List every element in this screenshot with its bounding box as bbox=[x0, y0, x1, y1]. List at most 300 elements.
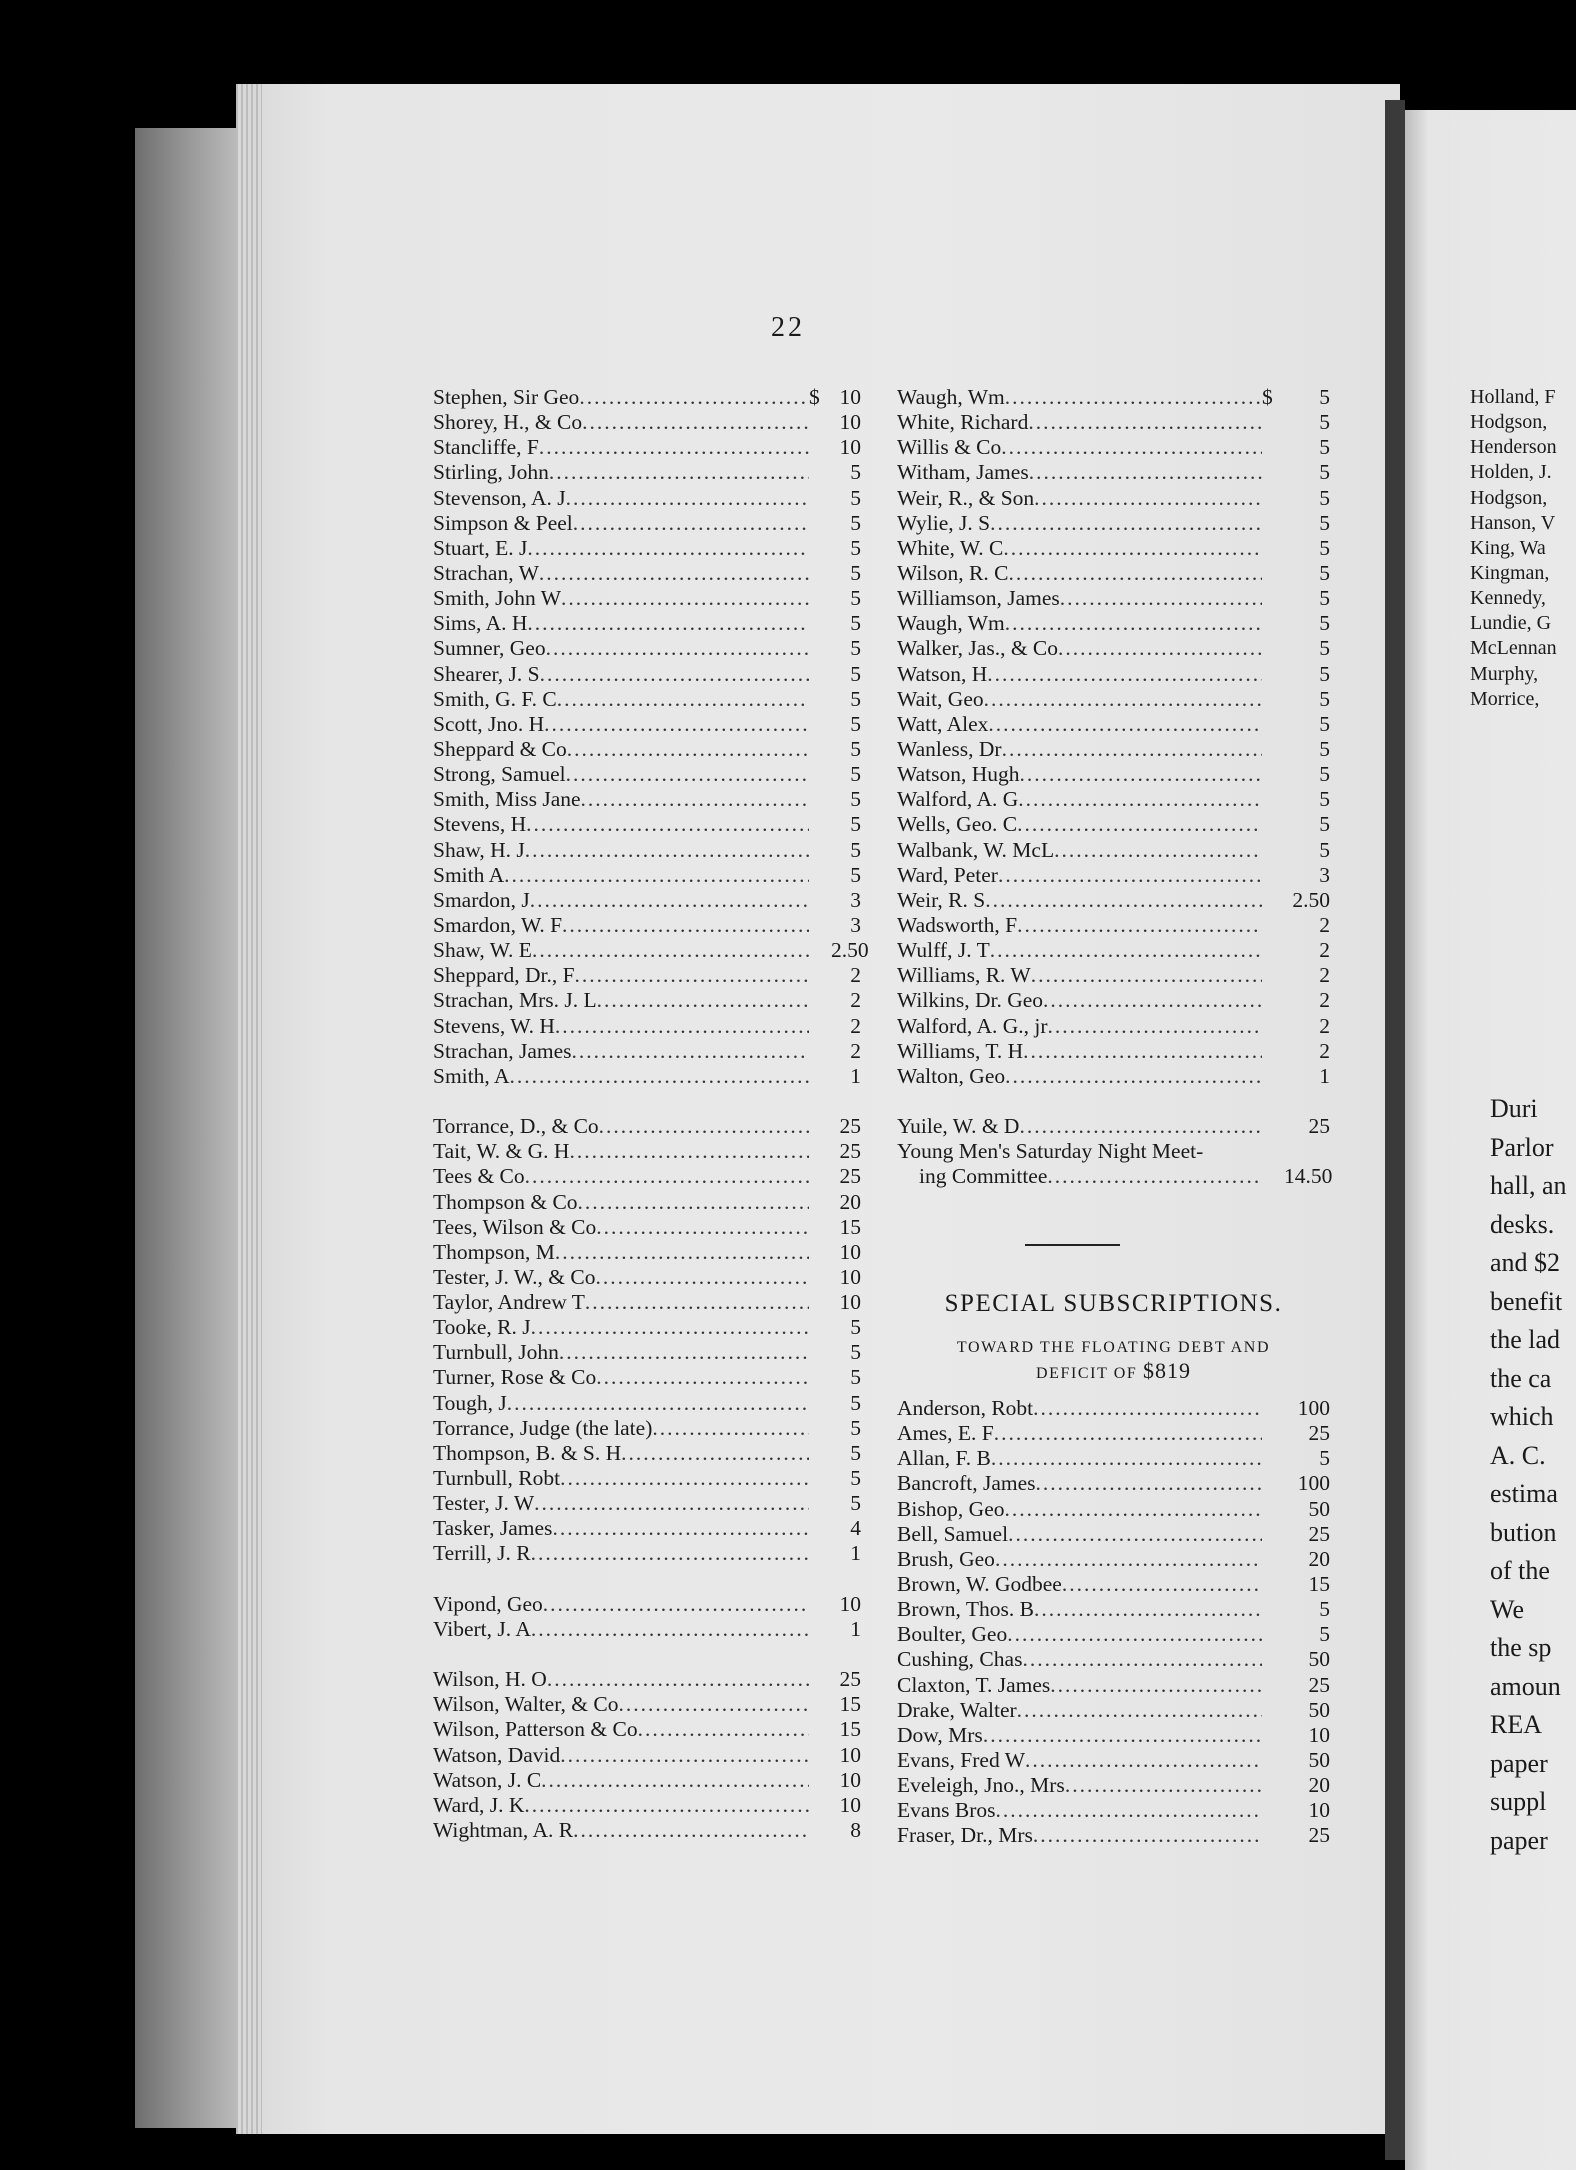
subscription-amount: 2 bbox=[1319, 963, 1330, 988]
subscriber-name: Bell, Samuel bbox=[897, 1521, 1009, 1546]
dot-leader bbox=[618, 1692, 809, 1717]
list-item bbox=[433, 636, 861, 661]
dot-leader bbox=[621, 1441, 809, 1466]
subscriber-name: Wilson, R. C bbox=[897, 560, 1009, 585]
subscriber-name: Tees, Wilson & Co bbox=[433, 1214, 597, 1239]
subscriber-name: Drake, Walter bbox=[897, 1697, 1017, 1722]
facing-page-name: Henderson bbox=[1470, 436, 1557, 459]
dot-leader bbox=[566, 762, 809, 787]
subscriber-name: Stevens, W. H bbox=[433, 1013, 555, 1038]
subscription-amount: 25 bbox=[1308, 1521, 1330, 1546]
list-item bbox=[433, 988, 861, 1013]
list-item bbox=[897, 1673, 1330, 1698]
dot-leader bbox=[527, 611, 809, 636]
facing-page-name: Hanson, V bbox=[1470, 511, 1556, 534]
subscriber-name: Wilson, Walter, & Co bbox=[433, 1692, 619, 1717]
subscription-amount: 5 bbox=[1319, 410, 1330, 435]
subscriber-name: Allan, F. B bbox=[897, 1446, 991, 1471]
subscriber-name: Tasker, James bbox=[433, 1516, 553, 1541]
dot-leader bbox=[1031, 963, 1262, 988]
subscription-amount: 10 bbox=[839, 385, 861, 409]
list-item bbox=[433, 1466, 861, 1491]
subscriber-name: ing Committee bbox=[919, 1164, 1048, 1189]
facing-page-line: and $2 bbox=[1490, 1248, 1561, 1277]
facing-page-line: the sp bbox=[1490, 1633, 1552, 1662]
facing-page-line: REA bbox=[1490, 1710, 1542, 1739]
facing-page-name: Holland, F bbox=[1470, 386, 1556, 408]
dot-leader bbox=[1033, 1396, 1262, 1421]
subscription-amount: 5 bbox=[1319, 485, 1330, 510]
subscriber-name: Smith A bbox=[433, 862, 505, 887]
facing-page-line: bution bbox=[1490, 1517, 1557, 1547]
list-item bbox=[433, 1441, 861, 1466]
subscriber-name: Shearer, J. S bbox=[433, 661, 540, 686]
subscription-amount: 5 bbox=[850, 711, 861, 736]
dot-leader bbox=[578, 1190, 809, 1215]
list-item bbox=[897, 536, 1330, 561]
subscription-amount: 10 bbox=[839, 1264, 861, 1289]
list-item bbox=[433, 1516, 861, 1541]
dot-leader bbox=[549, 460, 809, 485]
subscriber-name: Turnbull, Robt bbox=[433, 1466, 561, 1491]
list-item bbox=[897, 1014, 1330, 1039]
facing-page-name: Hodgson, bbox=[1470, 411, 1548, 434]
facing-page-line: amoun bbox=[1490, 1671, 1561, 1701]
facing-page-line: Duri bbox=[1490, 1094, 1538, 1123]
subscription-amount: 2 bbox=[1319, 1013, 1330, 1038]
list-item bbox=[897, 385, 1330, 410]
facing-page-line: A. C. bbox=[1490, 1440, 1546, 1470]
list-item bbox=[433, 1215, 861, 1240]
dot-leader bbox=[562, 913, 809, 938]
subscriber-name: Sheppard & Co bbox=[433, 736, 567, 761]
subscription-amount: 15 bbox=[839, 1692, 861, 1717]
subscriber-name: Cushing, Chas bbox=[897, 1647, 1023, 1672]
dot-leader bbox=[524, 1793, 809, 1818]
dot-leader bbox=[504, 863, 809, 888]
list-item bbox=[433, 1014, 861, 1039]
subscription-amount: 5 bbox=[850, 661, 861, 686]
dot-leader bbox=[1017, 1698, 1262, 1723]
subscriber-name: Vibert, J. A bbox=[433, 1616, 531, 1641]
facing-page-line: We bbox=[1490, 1594, 1524, 1624]
subscription-amount: 25 bbox=[1308, 1672, 1330, 1697]
subscription-amount: 5 bbox=[1319, 711, 1330, 736]
dot-leader bbox=[1029, 460, 1262, 485]
subscriber-name: Brown, Thos. B bbox=[897, 1597, 1034, 1622]
list-item bbox=[433, 838, 861, 863]
subscriber-name: Brush, Geo bbox=[897, 1546, 995, 1571]
subscription-amount: 5 bbox=[850, 1440, 861, 1465]
list-item bbox=[897, 1698, 1330, 1723]
subscription-amount: 15 bbox=[1308, 1571, 1330, 1596]
subscription-amount: 5 bbox=[850, 762, 861, 787]
dot-leader bbox=[1018, 787, 1262, 812]
subscriber-list-right bbox=[897, 385, 1333, 1190]
list-item bbox=[897, 1114, 1330, 1139]
subscriber-name: Willis & Co bbox=[897, 435, 1002, 460]
list-item bbox=[897, 1798, 1330, 1823]
currency-symbol: $ bbox=[809, 385, 820, 409]
list-item bbox=[433, 1114, 861, 1139]
subscriber-name: Walford, A. G bbox=[897, 787, 1019, 812]
subscription-amount: 5 bbox=[850, 636, 861, 661]
list-item bbox=[897, 486, 1330, 511]
subscription-amount: 5 bbox=[850, 1340, 861, 1365]
list-item bbox=[433, 435, 861, 460]
subscription-amount: 5 bbox=[1319, 560, 1330, 585]
dot-leader bbox=[566, 486, 809, 511]
dot-leader bbox=[1008, 1522, 1262, 1547]
subscriber-name: Williams, T. H bbox=[897, 1038, 1024, 1063]
list-item bbox=[433, 662, 861, 687]
list-item bbox=[433, 687, 861, 712]
dot-leader bbox=[575, 963, 809, 988]
facing-page-line: Parlor bbox=[1490, 1132, 1554, 1162]
dot-leader bbox=[531, 1541, 809, 1566]
subscriber-name: Strachan, James bbox=[433, 1038, 572, 1063]
subscription-amount: 10 bbox=[839, 435, 861, 460]
list-item bbox=[897, 1497, 1330, 1522]
subscription-amount: 10 bbox=[839, 1767, 861, 1792]
dot-leader bbox=[1019, 1114, 1262, 1139]
dot-leader bbox=[555, 1014, 809, 1039]
subscriber-name: Eveleigh, Jno., Mrs bbox=[897, 1773, 1065, 1798]
dot-leader bbox=[1060, 586, 1262, 611]
list-item bbox=[433, 1541, 861, 1566]
subscription-amount: 25 bbox=[839, 1114, 861, 1139]
dot-leader bbox=[1019, 762, 1262, 787]
dot-leader bbox=[1062, 1572, 1262, 1597]
subscriber-name: Wulff, J. T bbox=[897, 938, 990, 963]
list-item bbox=[433, 1290, 861, 1315]
list-item bbox=[897, 1471, 1330, 1496]
list-item bbox=[433, 1416, 861, 1441]
book-gutter bbox=[1385, 100, 1405, 2160]
dot-leader bbox=[1008, 561, 1262, 586]
list-item bbox=[897, 812, 1330, 837]
dot-leader bbox=[1065, 1773, 1262, 1798]
dot-leader bbox=[988, 712, 1262, 737]
list-item bbox=[897, 586, 1330, 611]
subscription-amount: 5 bbox=[850, 1466, 861, 1491]
list-item bbox=[433, 737, 861, 762]
dot-leader bbox=[1054, 838, 1262, 863]
subscription-amount: 10 bbox=[839, 1239, 861, 1264]
list-item bbox=[897, 1446, 1330, 1471]
subscriber-name: Smith, G. F. C bbox=[433, 686, 557, 711]
list-item bbox=[897, 1773, 1330, 1798]
list-item bbox=[897, 1139, 1330, 1164]
list-item bbox=[897, 1421, 1330, 1446]
subscription-amount: 2 bbox=[1319, 988, 1330, 1013]
list-item bbox=[897, 1396, 1330, 1421]
subscription-amount: 5 bbox=[1319, 762, 1330, 787]
subscription-amount: 20 bbox=[1308, 1773, 1330, 1798]
list-gap bbox=[433, 1642, 861, 1667]
subscription-amount: 5 bbox=[850, 787, 861, 812]
subscriber-name: Walton, Geo bbox=[897, 1063, 1006, 1088]
subscription-amount: 2 bbox=[850, 1038, 861, 1063]
subscriber-name: Evans Bros bbox=[897, 1798, 996, 1823]
special-subscriptions-list bbox=[897, 1396, 1330, 1849]
subscription-amount: 5 bbox=[1319, 837, 1330, 862]
subscriber-name: Turner, Rose & Co bbox=[433, 1365, 597, 1390]
subscription-amount: 5 bbox=[850, 1390, 861, 1415]
subscriber-name: Watson, Hugh bbox=[897, 762, 1020, 787]
subscription-amount: 5 bbox=[1319, 385, 1330, 409]
page-number: 22 bbox=[771, 312, 805, 343]
dot-leader bbox=[569, 1139, 809, 1164]
dot-leader bbox=[1005, 1497, 1263, 1522]
facing-page-line: paper bbox=[1490, 1748, 1548, 1778]
list-item bbox=[897, 1748, 1330, 1773]
facing-page-line: the ca bbox=[1490, 1363, 1552, 1393]
list-item bbox=[433, 1391, 861, 1416]
dot-leader bbox=[544, 712, 809, 737]
dot-leader bbox=[596, 1365, 809, 1390]
facing-page-line: the lad bbox=[1490, 1325, 1561, 1354]
facing-page-name: McLennan bbox=[1470, 637, 1557, 660]
subscription-amount: 15 bbox=[839, 1214, 861, 1239]
subscription-amount: 10 bbox=[839, 1290, 861, 1315]
subscription-amount: 5 bbox=[1319, 1622, 1330, 1647]
list-item bbox=[897, 712, 1330, 737]
dot-leader bbox=[1005, 1064, 1262, 1089]
subscriber-name: Tester, J. W bbox=[433, 1491, 535, 1516]
special-subscriptions-subheading bbox=[897, 1336, 1330, 1385]
list-item bbox=[433, 963, 861, 988]
subscriber-name: Dow, Mrs bbox=[897, 1722, 983, 1747]
dot-leader bbox=[1043, 988, 1262, 1013]
dot-leader bbox=[555, 1240, 809, 1265]
subscriber-name: Watson, David bbox=[433, 1742, 561, 1767]
subscription-amount: 10 bbox=[839, 1792, 861, 1817]
subscriber-name: Strachan, W bbox=[433, 560, 539, 585]
subscriber-name: Stancliffe, F bbox=[433, 435, 539, 460]
dot-leader bbox=[638, 1717, 809, 1742]
page-stack-edge bbox=[236, 84, 262, 2134]
subscriber-name: White, Richard bbox=[897, 410, 1029, 435]
list-item bbox=[433, 1692, 861, 1717]
subscriber-name: Wylie, J. S bbox=[897, 510, 991, 535]
subscription-amount: 5 bbox=[1319, 510, 1330, 535]
subscriber-name: Stirling, John bbox=[433, 460, 549, 485]
subscriber-name: Witham, James bbox=[897, 460, 1029, 485]
dot-leader bbox=[527, 536, 809, 561]
dot-leader bbox=[596, 1215, 809, 1240]
dot-leader bbox=[996, 1798, 1262, 1823]
list-item bbox=[433, 536, 861, 561]
subscriber-name: Claxton, T. James bbox=[897, 1672, 1051, 1697]
subscriber-name: Brown, W. Godbee bbox=[897, 1571, 1062, 1596]
dot-leader bbox=[1005, 385, 1262, 410]
list-item bbox=[433, 1491, 861, 1516]
subscription-amount: 5 bbox=[1319, 1597, 1330, 1622]
list-item bbox=[897, 511, 1330, 536]
dot-leader bbox=[525, 1164, 809, 1189]
subscription-amount: 1 bbox=[850, 1541, 861, 1566]
list-item bbox=[897, 963, 1330, 988]
dot-leader bbox=[1017, 913, 1262, 938]
subscriber-name: Strachan, Mrs. J. L bbox=[433, 988, 597, 1013]
list-item bbox=[433, 1064, 861, 1089]
facing-page-name: Lundie, G bbox=[1470, 612, 1552, 635]
subscription-amount: 50 bbox=[1308, 1697, 1330, 1722]
list-item bbox=[897, 787, 1330, 812]
subscription-amount: 100 bbox=[1297, 1471, 1330, 1496]
facing-page-name: King, Wa bbox=[1470, 536, 1546, 559]
facing-page-line: which bbox=[1490, 1402, 1554, 1431]
list-item bbox=[433, 385, 861, 410]
dot-leader bbox=[582, 410, 809, 435]
subscription-amount: 5 bbox=[1319, 1446, 1330, 1471]
subscriber-name: Torrance, D., & Co bbox=[433, 1114, 599, 1139]
facing-page-names bbox=[1470, 385, 1557, 712]
list-item bbox=[433, 913, 861, 938]
subscription-amount: 5 bbox=[850, 686, 861, 711]
subscription-amount: 5 bbox=[850, 837, 861, 862]
subscriber-name: Young Men's Saturday Night Meet- bbox=[897, 1139, 1204, 1164]
subscription-amount: 5 bbox=[850, 812, 861, 837]
subscriber-name: Fraser, Dr., Mrs bbox=[897, 1823, 1033, 1848]
list-item bbox=[433, 1340, 861, 1365]
subscription-amount: 5 bbox=[850, 586, 861, 611]
dot-leader bbox=[985, 888, 1262, 913]
list-item bbox=[433, 1365, 861, 1390]
subscriber-name: Shaw, W. E bbox=[433, 938, 532, 963]
subscriber-name: Weir, R. S bbox=[897, 887, 986, 912]
dot-leader bbox=[539, 561, 809, 586]
facing-page-name: Kennedy, bbox=[1470, 587, 1546, 610]
list-item bbox=[433, 1617, 861, 1642]
subscriber-name: Tait, W. & G. H bbox=[433, 1139, 570, 1164]
list-item bbox=[897, 988, 1330, 1013]
facing-page-line: estima bbox=[1490, 1479, 1558, 1508]
dot-leader bbox=[1034, 486, 1262, 511]
subscription-amount: 5 bbox=[1319, 686, 1330, 711]
subscription-amount: 25 bbox=[839, 1139, 861, 1164]
dot-leader bbox=[990, 511, 1262, 536]
subscriber-list-left bbox=[433, 385, 869, 1843]
facing-page-paragraph bbox=[1490, 1090, 1567, 1860]
list-item bbox=[433, 611, 861, 636]
subscription-amount: 2.50 bbox=[831, 938, 869, 963]
list-item bbox=[433, 486, 861, 511]
dot-leader bbox=[532, 938, 809, 963]
subscriber-name: Thompson, B. & S. H bbox=[433, 1440, 622, 1465]
subscriber-name: Strong, Samuel bbox=[433, 762, 566, 787]
subscription-amount: 50 bbox=[1308, 1647, 1330, 1672]
subscription-amount: 10 bbox=[1308, 1722, 1330, 1747]
subscriber-name: Terrill, J. R bbox=[433, 1541, 531, 1566]
list-item bbox=[433, 938, 869, 963]
subscriber-name: Yuile, W. & D bbox=[897, 1114, 1020, 1139]
subscription-amount: 3 bbox=[850, 912, 861, 937]
subscriber-name: Watson, J. C bbox=[433, 1767, 542, 1792]
subscriber-name: Ward, Peter bbox=[897, 862, 998, 887]
list-item bbox=[897, 1064, 1330, 1089]
subscriber-name: Sheppard, Dr., F bbox=[433, 963, 575, 988]
subscriber-name: Bishop, Geo bbox=[897, 1496, 1005, 1521]
subscription-amount: 100 bbox=[1297, 1396, 1330, 1420]
dot-leader bbox=[552, 1516, 809, 1541]
dot-leader bbox=[1017, 812, 1262, 837]
dot-leader bbox=[1023, 1039, 1262, 1064]
subscription-amount: 15 bbox=[839, 1717, 861, 1742]
dot-leader bbox=[984, 687, 1262, 712]
subscriber-name: Torrance, Judge (the late) bbox=[433, 1415, 653, 1440]
dot-leader bbox=[561, 586, 809, 611]
facing-page-line: desks. bbox=[1490, 1209, 1555, 1239]
dot-leader bbox=[543, 1592, 809, 1617]
subscription-amount: 5 bbox=[850, 611, 861, 636]
subscription-amount: 10 bbox=[1308, 1798, 1330, 1823]
list-item bbox=[433, 712, 861, 737]
dot-leader bbox=[1005, 611, 1262, 636]
facing-page-line: of the bbox=[1490, 1556, 1550, 1585]
list-item bbox=[433, 1793, 861, 1818]
list-item bbox=[433, 812, 861, 837]
dot-leader bbox=[1022, 1647, 1262, 1672]
subscriber-name: Smardon, J bbox=[433, 887, 530, 912]
subscriber-name: Smardon, W. F bbox=[433, 912, 563, 937]
facing-page-name: Morrice, bbox=[1470, 687, 1540, 710]
subscription-amount: 5 bbox=[850, 1315, 861, 1340]
subscription-amount: 1 bbox=[850, 1063, 861, 1088]
subscription-amount: 25 bbox=[839, 1667, 861, 1692]
subscription-amount: 5 bbox=[1319, 736, 1330, 761]
subscriber-name: Walford, A. G., jr bbox=[897, 1013, 1048, 1038]
subscriber-name: Shaw, H. J bbox=[433, 837, 525, 862]
list-item bbox=[433, 511, 861, 536]
list-item bbox=[897, 636, 1330, 661]
dot-leader bbox=[559, 1340, 809, 1365]
subscription-amount: 14.50 bbox=[1284, 1164, 1333, 1189]
subscriber-name: Tough, J bbox=[433, 1390, 507, 1415]
subscription-amount: 2 bbox=[850, 988, 861, 1013]
subscriber-name: White, W. C bbox=[897, 535, 1004, 560]
facing-page-line: suppl bbox=[1490, 1787, 1547, 1816]
list-item bbox=[897, 888, 1330, 913]
list-item bbox=[433, 1592, 861, 1617]
dot-leader bbox=[539, 435, 809, 460]
subscriber-name: Tees & Co bbox=[433, 1164, 525, 1189]
list-item bbox=[897, 1723, 1330, 1748]
list-item bbox=[433, 1190, 861, 1215]
dot-leader bbox=[560, 1466, 809, 1491]
subscriber-name: Ward, J. K bbox=[433, 1792, 525, 1817]
dot-leader bbox=[585, 1290, 809, 1315]
dot-leader bbox=[573, 1818, 809, 1843]
subscriber-name: Watson, H bbox=[897, 661, 988, 686]
subscriber-name: Evans, Fred W bbox=[897, 1747, 1025, 1772]
subscriber-name: Smith, A bbox=[433, 1063, 510, 1088]
subscription-amount: 5 bbox=[1319, 535, 1330, 560]
facing-page-line: hall, an bbox=[1490, 1171, 1567, 1200]
list-item bbox=[897, 410, 1330, 435]
list-item bbox=[433, 1818, 861, 1843]
list-gap bbox=[433, 1089, 861, 1114]
list-item bbox=[897, 1164, 1333, 1189]
subscription-amount: 1 bbox=[1319, 1063, 1330, 1088]
dot-leader bbox=[547, 1667, 809, 1692]
list-item bbox=[897, 687, 1330, 712]
subscriber-name: Williamson, James bbox=[897, 586, 1060, 611]
dot-leader bbox=[595, 1265, 809, 1290]
list-item bbox=[433, 561, 861, 586]
subscriber-name: Thompson & Co bbox=[433, 1189, 578, 1214]
